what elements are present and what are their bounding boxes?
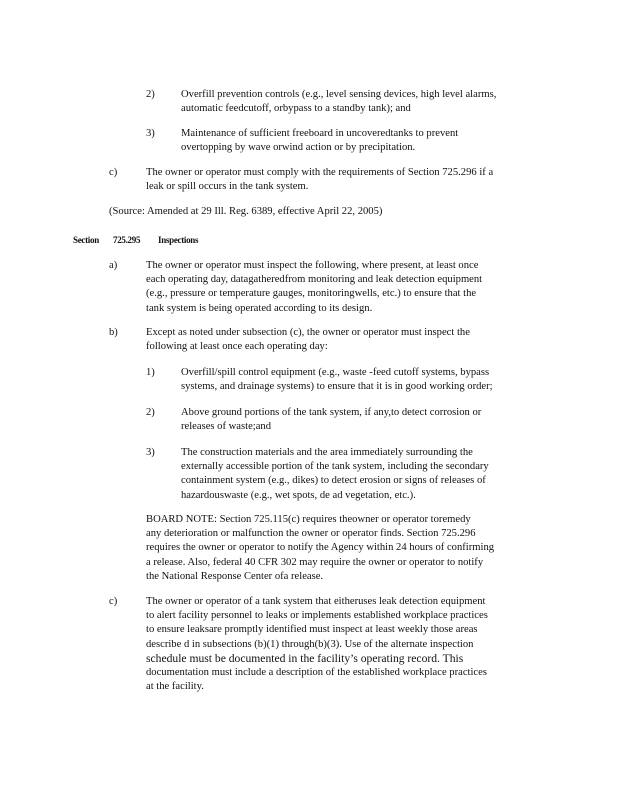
paragraph-above-ground: Above ground portions of the tank system, if any,to detect corrosion or releases of waste;and bbox=[181, 407, 482, 433]
paragraph-overfill-spill: Overfill/spill control equipment (e.g., waste -feed cutoff systems, bypass systems, and drainage systems) to ensure that it is in good working order; bbox=[181, 367, 493, 393]
item-label: 3) bbox=[146, 128, 155, 139]
item-label: 2) bbox=[146, 89, 155, 100]
board-note: BOARD NOTE: Section 725.115(c) requires theowner or operator toremedy any deterioration or malfunction the owner or operator finds. Section 725.296 requires the owner or operator to notify the Agency within 24 hours of confirming a release. Also, federal 40 CFR 302 may require the owner or operator to notify the National Response Center ofa release. bbox=[146, 514, 495, 582]
paragraph-comply-requirements: The owner or operator must comply with the requirements of Section 725.296 if a leak or spill occurs in the tank system. bbox=[146, 167, 494, 193]
paragraph-except-noted: Except as noted under subsection (c), the owner or operator must inspect the following at least once each operating day: bbox=[146, 327, 470, 353]
source-note: (Source: Amended at 29 Ill. Reg. 6389, effective April 22, 2005) bbox=[109, 206, 383, 217]
section-word: Section bbox=[73, 235, 99, 245]
paragraph-construction-materials: The construction materials and the area immediately surrounding the externally accessible portion of the tank system, including the secondary containment system (e.g., dikes) to detect erosion or signs of releases of hazardouswaste (e.g., wet spots, de ad vegetation, etc.). bbox=[181, 447, 489, 501]
paragraph-maintenance-freeboard: Maintenance of sufficient freeboard in uncoveredtanks to prevent overtopping by wave orwind action or by precipitation. bbox=[181, 128, 459, 154]
item-label: c) bbox=[109, 167, 118, 178]
section-number: 725.295 bbox=[113, 235, 141, 245]
item-label: b) bbox=[109, 327, 118, 338]
item-label: 1) bbox=[146, 367, 155, 378]
item-label: 3) bbox=[146, 447, 155, 458]
paragraph-tank-system-owner: The owner or operator of a tank system that eitheruses leak detection equipment to alert facility personnel to leaks or implements established workplace practices to ensure leaksare promptly identified must inspect at least weekly those areas describe d in subsections (b)(1) through(b)(3). Use of the alternate inspection schedule must be documented in the facility’s operating record. This documentation must include a description of the established workplace practices at the facility. bbox=[146, 596, 488, 693]
paragraph-inspect-daily: The owner or operator must inspect the following, where present, at least once each operating day, datagatheredfrom monitoring and leak detection equipment (e.g., pressure or temperature gauges, monitoringwells, etc.) to ensure that the tank system is being operated according to its design. bbox=[146, 260, 483, 314]
paragraph-overfill-prevention: Overfill prevention controls (e.g., level sensing devices, high level alarms, automatic feedcutoff, orbypass to a standby tank); and bbox=[181, 89, 497, 115]
item-label: c) bbox=[109, 596, 118, 607]
section-title: Inspections bbox=[158, 235, 199, 245]
item-label: 2) bbox=[146, 407, 155, 418]
item-label: a) bbox=[109, 260, 118, 271]
